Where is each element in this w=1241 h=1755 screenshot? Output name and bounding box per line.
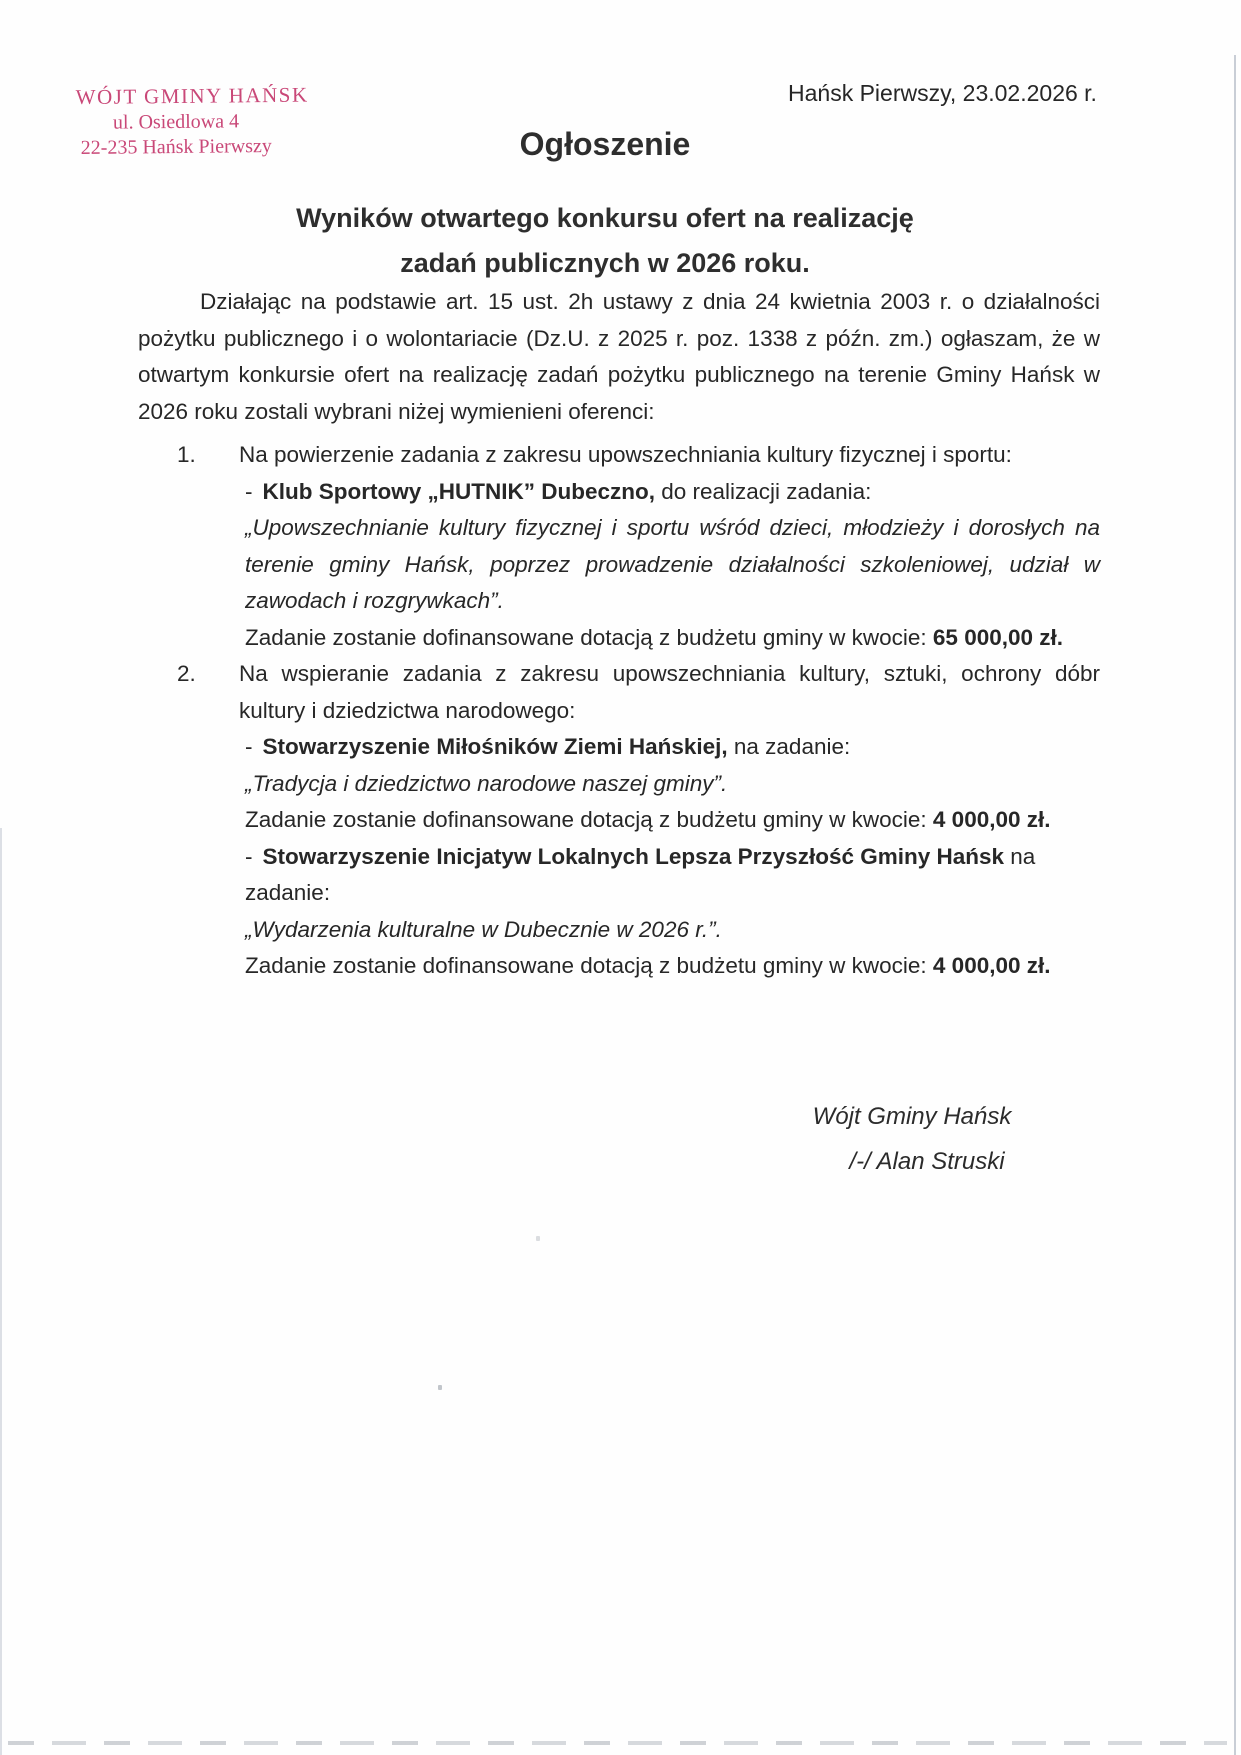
entry-dash: - <box>245 843 253 869</box>
task-title: „Wydarzenia kulturalne w Dubecznie w 2026 r.”. <box>245 916 722 942</box>
stamp-street: ul. Osiedlowa 4 <box>112 110 240 134</box>
subtitle-line-2: zadań publicznych w 2026 roku. <box>400 248 810 278</box>
organization-suffix: do realizacji zadania: <box>655 478 872 504</box>
entry-organization-line <box>245 839 1100 912</box>
results-list <box>138 437 1100 985</box>
organization-name: Stowarzyszenie Inicjatyw Lokalnych Lepsza Przyszłość Gminy Hańsk <box>262 843 1005 869</box>
intro-paragraph: Działając na podstawie art. 15 ust. 2h ustawy z dnia 24 kwietnia 2003 r. o działalności pożytku publicznego i o wolontariacie (Dz.U. z 2025 r. poz. 1338 z późn. zm.) ogłaszam, że w otwartym konkursie ofert na realizację zadań pożytku publicznego na terenie Gminy Hańsk w 2026 roku zostali wybrani niżej wymienieni oferenci: <box>138 289 1100 424</box>
item-number: 1. <box>177 442 196 467</box>
funding-line <box>245 802 1100 839</box>
stamp-office-name: WÓJT GMINY HAŃSK <box>75 82 309 110</box>
signature-title: Wójt Gminy Hańsk <box>812 1103 1012 1130</box>
document-title: Ogłoszenie <box>519 126 691 162</box>
item-body <box>239 437 1100 656</box>
scan-speck <box>536 1236 540 1241</box>
document-body <box>138 284 1100 985</box>
organization-suffix: na zadanie: <box>727 734 851 759</box>
entry-dash: - <box>245 478 253 504</box>
signature-name: /-/ Alan Struski <box>849 1148 1005 1175</box>
organization-name: Stowarzyszenie Miłośników Ziemi Hańskiej, <box>262 734 728 759</box>
task-title: „Upowszechnianie kultury fizycznej i sportu wśród dzieci, młodzieży i dorosłych na terenie gminy Hańsk, poprzez prowadzenie działalności szkoleniowej, udział w zawodach i rozgrywkach”. <box>245 515 1100 613</box>
funding-line <box>245 620 1100 657</box>
organization-suffix: na zadanie: <box>245 843 1036 905</box>
item-number: 2. <box>177 661 196 686</box>
funding-amount: 4 000,00 zł. <box>932 807 1051 832</box>
entry-dash: - <box>245 734 253 759</box>
entry-organization-line <box>245 474 1100 511</box>
funding-amount: 65 000,00 zł. <box>932 624 1064 650</box>
signature-block <box>742 1094 1082 1184</box>
entry-organization-line <box>245 729 1100 766</box>
organization-name: Klub Sportowy „HUTNIK” Dubeczno, <box>262 478 655 504</box>
list-item <box>138 656 1100 985</box>
scan-edge-right <box>1234 55 1236 1755</box>
scan-edge-bottom <box>8 1741 1227 1745</box>
funding-amount: 4 000,00 zł. <box>932 953 1051 978</box>
document-subtitle <box>0 196 1210 286</box>
funding-text: Zadanie zostanie dofinansowane dotacją z budżetu gminy w kwocie: <box>245 953 933 978</box>
subtitle-line-1: Wyników otwartego konkursu ofert na realizację <box>296 203 914 233</box>
funding-text: Zadanie zostanie dofinansowane dotacją z budżetu gminy w kwocie: <box>245 624 933 650</box>
place-and-date: Hańsk Pierwszy, 23.02.2026 r. <box>788 80 1097 106</box>
task-title: „Tradycja i dziedzictwo narodowe naszej gminy”. <box>245 770 728 796</box>
funding-text: Zadanie zostanie dofinansowane dotacją z budżetu gminy w kwocie: <box>245 807 933 832</box>
stamp-city: 22-235 Hańsk Pierwszy <box>80 134 272 159</box>
scan-edge-left <box>0 828 2 1755</box>
scan-speck <box>438 1385 442 1390</box>
item-heading: Na wspieranie zadania z zakresu upowszechniania kultury, sztuki, ochrony dóbr kultury i dziedzictwa narodowego: <box>239 661 1100 723</box>
item-heading: Na powierzenie zadania z zakresu upowszechniania kultury fizycznej i sportu: <box>239 442 1012 467</box>
list-item <box>138 437 1100 656</box>
item-body <box>239 656 1100 985</box>
funding-line <box>245 948 1100 985</box>
